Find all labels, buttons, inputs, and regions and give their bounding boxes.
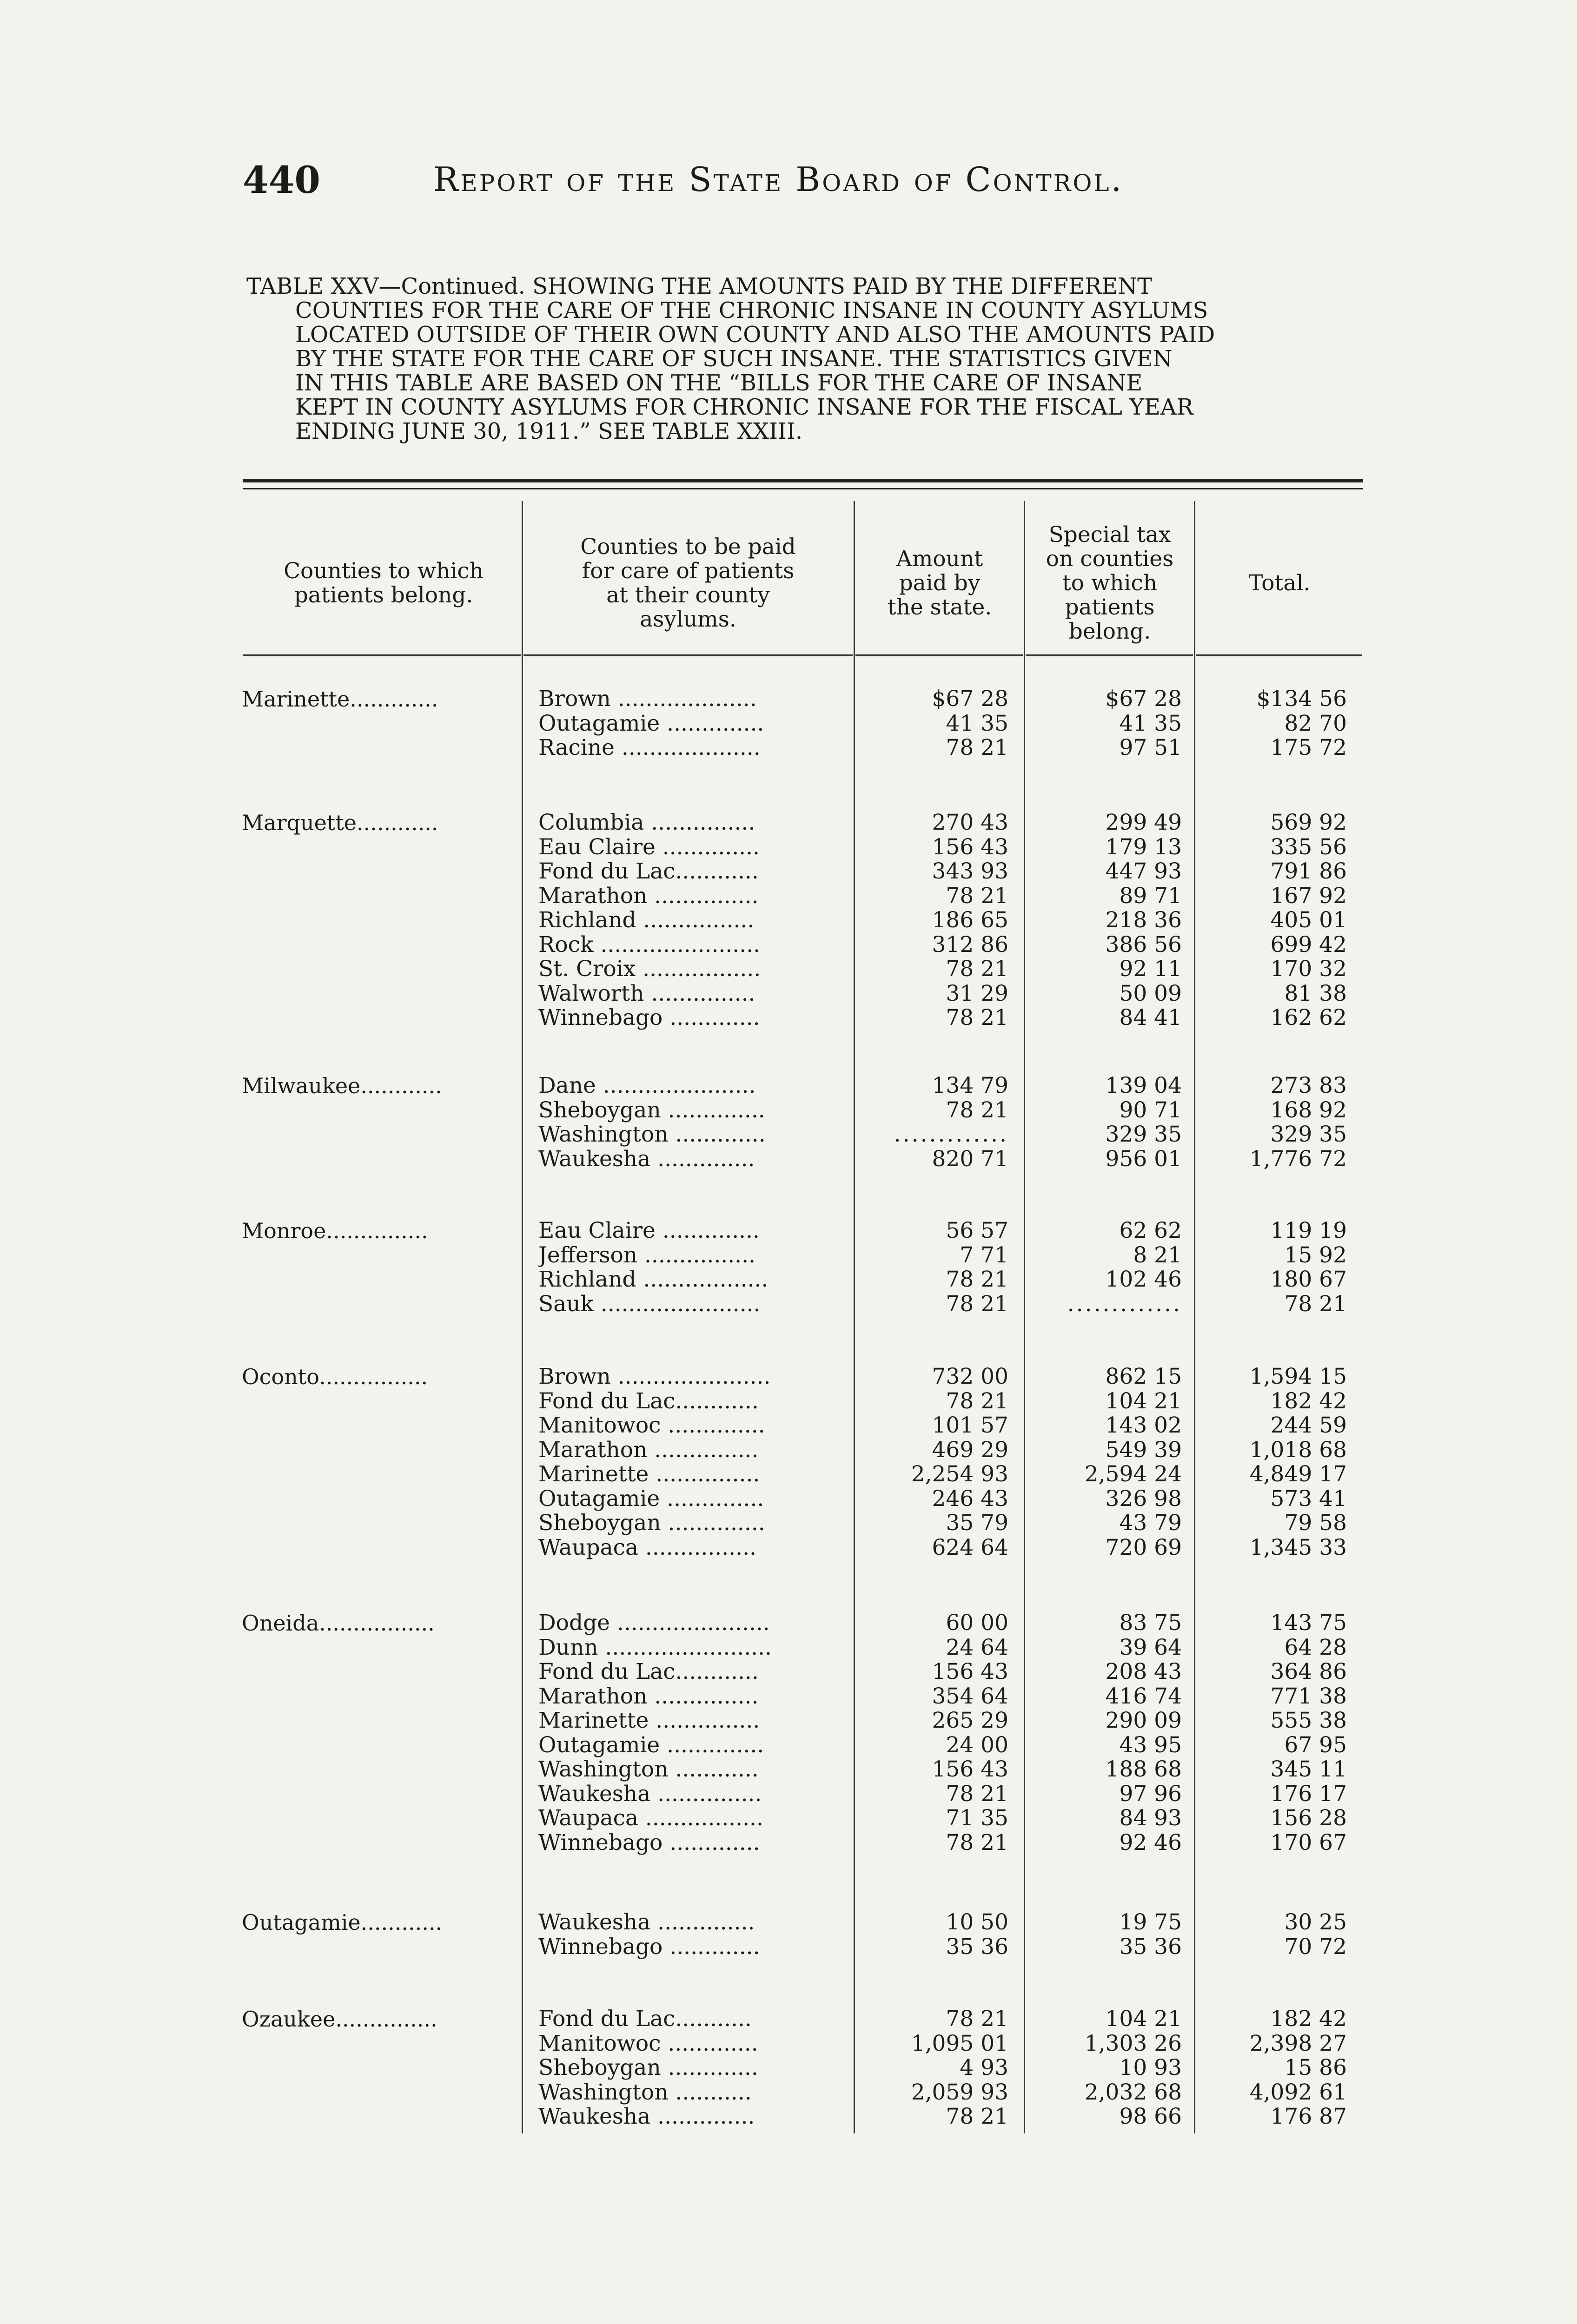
total-cell: 156 28 [1270,1805,1347,1831]
special-tax-cell: 50 09 [1119,980,1182,1006]
total-cell: 329 35 [1270,1122,1347,1147]
table-row [0,1074,1577,1098]
state-amount-cell: 24 00 [946,1732,1008,1758]
paid-county-name: Sheboygan .............. [538,1511,765,1535]
table-row [0,982,1577,1006]
state-amount-cell: 354 64 [932,1683,1008,1709]
patients-county-name: Marquette............ [242,811,438,835]
table-row [0,1806,1577,1830]
table-row [0,1462,1577,1486]
special-tax-cell: 416 74 [1105,1683,1182,1709]
special-tax-cell: 218 36 [1105,907,1182,933]
paid-county-name: Washington ............. [538,1122,766,1147]
column-header-line: Counties to which [284,558,484,584]
column-header-line: Amount [896,546,983,572]
table-row [0,1782,1577,1806]
special-tax-cell: 290 09 [1105,1708,1182,1733]
paid-county-name: Manitowoc .............. [538,1413,765,1438]
table-row [0,2080,1577,2105]
state-amount-cell: 78 21 [946,1005,1008,1030]
paid-county-name: Winnebago ............. [538,1830,760,1855]
column-header-line: belong. [1068,619,1151,644]
column-header-line: at their county [606,582,770,608]
total-cell: 15 86 [1284,2055,1347,2080]
paid-county-name: Washington ........... [538,2080,752,2105]
column-header-line: to which [1062,570,1158,596]
state-amount-cell: $67 28 [932,686,1008,712]
header-rule [523,654,853,656]
special-tax-cell: 97 51 [1119,735,1182,760]
state-amount-cell: 186 65 [932,907,1008,933]
state-amount-cell: 732 00 [932,1364,1008,1389]
column-header-line: asylums. [640,607,736,632]
special-tax-cell: 89 71 [1119,883,1182,909]
state-amount-cell: 78 21 [946,956,1008,982]
caption-line: TABLE XXV—Continued. SHOWING THE AMOUNTS PAID BY THE DIFFERENT [246,273,1153,299]
special-tax-cell: 83 75 [1119,1610,1182,1636]
table-row [0,1389,1577,1413]
special-tax-cell: 39 64 [1119,1634,1182,1660]
special-tax-cell: 43 95 [1119,1732,1182,1758]
special-tax-cell: 102 46 [1105,1267,1182,1292]
state-amount-cell: 78 21 [946,1781,1008,1807]
special-tax-cell: 2,594 24 [1084,1461,1182,1487]
state-amount-cell: 156 43 [932,1756,1008,1782]
paid-county-name: Outagamie .............. [538,1733,764,1757]
total-cell: 2,398 27 [1249,2030,1347,2056]
total-cell: 162 62 [1270,1005,1347,1030]
paid-county-name: Marathon ............... [538,884,759,908]
column-header-patients-county [246,516,521,651]
state-amount-cell: ............. [894,1122,1008,1147]
total-cell: 1,776 72 [1249,1146,1347,1172]
header-rule [1196,654,1362,656]
table-row [0,957,1577,981]
total-cell: 1,345 33 [1249,1534,1347,1560]
header-rule [855,654,1023,656]
special-tax-cell: 41 35 [1119,710,1182,736]
table-row [0,1684,1577,1709]
special-tax-cell: 447 93 [1105,858,1182,884]
table-row [0,1611,1577,1635]
table-row [0,1098,1577,1122]
state-amount-cell: 101 57 [932,1413,1008,1438]
total-cell: 771 38 [1270,1683,1347,1709]
state-amount-cell: 2,059 93 [911,2079,1008,2105]
paid-county-name: Fond du Lac........... [538,2007,752,2031]
paid-county-name: Columbia ............... [538,811,755,835]
table-row [0,1757,1577,1782]
state-amount-cell: 35 36 [946,1934,1008,1960]
total-cell: $134 56 [1256,686,1347,712]
header-rule [1026,654,1193,656]
column-header-special-tax [1027,516,1193,651]
caption-line: BY THE STATE FOR THE CARE OF SUCH INSANE. THE STATISTICS GIVEN [295,346,1173,372]
special-tax-cell: 84 41 [1119,1005,1182,1030]
total-cell: 345 11 [1270,1756,1347,1782]
paid-county-name: Brown ...................... [538,1365,771,1389]
paid-county-name: Marinette ............... [538,1709,760,1733]
state-amount-cell: 31 29 [946,980,1008,1006]
table-row [0,1147,1577,1171]
special-tax-cell: 549 39 [1105,1437,1182,1463]
paid-county-name: Sheboygan ............. [538,2056,758,2080]
special-tax-cell: 188 68 [1105,1756,1182,1782]
table-row [0,1365,1577,1389]
table-row [0,736,1577,760]
state-amount-cell: 2,254 93 [911,1461,1008,1487]
special-tax-cell: 62 62 [1119,1218,1182,1243]
paid-county-name: Waukesha .............. [538,1147,755,1171]
patients-county-name: Oneida................. [242,1611,435,1635]
special-tax-cell: 862 15 [1105,1364,1182,1389]
paid-county-name: Dunn ........................ [538,1635,772,1660]
total-cell: 67 95 [1284,1732,1347,1758]
paid-county-name: Winnebago ............. [538,1006,760,1030]
paid-county-name: Winnebago ............. [538,1934,760,1959]
state-amount-cell: 134 79 [932,1073,1008,1098]
table-row [0,2007,1577,2031]
paid-county-name: Brown .................... [538,687,757,711]
state-amount-cell: 7 71 [960,1242,1008,1268]
paid-county-name: Fond du Lac............ [538,1660,759,1684]
table-top-rule [243,479,1363,489]
table-row [0,1935,1577,1959]
special-tax-cell: 35 36 [1119,1934,1182,1960]
total-cell: 15 92 [1284,1242,1347,1268]
paid-county-name: Sheboygan .............. [538,1098,765,1122]
paid-county-name: Dodge ...................... [538,1611,770,1635]
caption-line: COUNTIES FOR THE CARE OF THE CHRONIC INSANE IN COUNTY ASYLUMS [295,297,1208,324]
caption-line: KEPT IN COUNTY ASYLUMS FOR CHRONIC INSANE FOR THE FISCAL YEAR [295,394,1193,420]
paid-county-name: Waukesha ............... [538,1782,762,1806]
total-cell: 555 38 [1270,1708,1347,1733]
total-cell: 81 38 [1284,980,1347,1006]
state-amount-cell: 78 21 [946,1291,1008,1317]
total-cell: 1,018 68 [1249,1437,1347,1463]
paid-county-name: Walworth ............... [538,981,755,1006]
state-amount-cell: 78 21 [946,1097,1008,1123]
total-cell: 699 42 [1270,931,1347,957]
total-cell: 70 72 [1284,1934,1347,1960]
total-cell: 273 83 [1270,1073,1347,1098]
table-row [0,1219,1577,1243]
paid-county-name: Fond du Lac............ [538,859,759,884]
special-tax-cell: 326 98 [1105,1486,1182,1512]
total-cell: 364 86 [1270,1659,1347,1684]
state-amount-cell: 78 21 [946,2006,1008,2032]
column-header-state-amount [856,516,1023,651]
table-row [0,1831,1577,1855]
special-tax-cell: 208 43 [1105,1659,1182,1684]
paid-county-name: Manitowoc ............. [538,2031,758,2056]
paid-county-name: Richland ................ [538,908,755,932]
paid-county-name: Washington ............ [538,1757,759,1782]
paid-county-name: Dane ...................... [538,1074,756,1098]
total-cell: 4,849 17 [1249,1461,1347,1487]
special-tax-cell: 19 75 [1119,1909,1182,1935]
table-row [0,1636,1577,1660]
total-cell: 170 32 [1270,956,1347,982]
state-amount-cell: 469 29 [932,1437,1008,1463]
table-row [0,859,1577,884]
paid-county-name: Fond du Lac............ [538,1389,759,1413]
column-header-line: Counties to be paid [580,534,796,560]
state-amount-cell: 24 64 [946,1634,1008,1660]
table-row [0,2032,1577,2056]
paid-county-name: Rock ....................... [538,932,761,957]
table-row [0,1243,1577,1268]
caption-line: LOCATED OUTSIDE OF THEIR OWN COUNTY AND ALSO THE AMOUNTS PAID [295,322,1215,348]
total-cell: 573 41 [1270,1486,1347,1512]
table-row [0,1709,1577,1733]
special-tax-cell: 10 93 [1119,2055,1182,2080]
total-cell: 335 56 [1270,834,1347,860]
paid-county-name: Waupaca ................ [538,1535,756,1560]
paid-county-name: St. Croix ................. [538,957,761,981]
special-tax-cell: 98 66 [1119,2104,1182,2129]
total-cell: 176 87 [1270,2104,1347,2129]
table-row [0,811,1577,835]
state-amount-cell: 60 00 [946,1610,1008,1636]
special-tax-cell: 329 35 [1105,1122,1182,1147]
state-amount-cell: 270 43 [932,810,1008,835]
patients-county-name: Monroe............... [242,1219,428,1243]
special-tax-cell: 299 49 [1105,810,1182,835]
table-row [0,1536,1577,1560]
table-row [0,1292,1577,1316]
special-tax-cell: 956 01 [1105,1146,1182,1172]
table-row [0,1511,1577,1535]
patients-county-name: Milwaukee............ [242,1074,442,1098]
total-cell: 180 67 [1270,1267,1347,1292]
column-header-line: paid by [899,570,981,596]
table-row [0,1910,1577,1934]
paid-county-name: Jefferson ................ [538,1243,755,1268]
patients-county-name: Oconto................ [242,1365,428,1389]
total-cell: 30 25 [1284,1909,1347,1935]
state-amount-cell: 35 79 [946,1510,1008,1536]
state-amount-cell: 4 93 [960,2055,1008,2080]
paid-county-name: Marathon ............... [538,1684,759,1709]
special-tax-cell: 720 69 [1105,1534,1182,1560]
special-tax-cell: 139 04 [1105,1073,1182,1098]
paid-county-name: Racine .................... [538,736,761,760]
special-tax-cell: 179 13 [1105,834,1182,860]
total-cell: 78 21 [1284,1291,1347,1317]
table-row [0,1660,1577,1684]
column-header-line: the state. [887,594,992,620]
total-cell: 4,092 61 [1249,2079,1347,2105]
table-row [0,1733,1577,1757]
total-cell: 1,594 15 [1249,1364,1347,1389]
special-tax-cell: 92 11 [1119,956,1182,982]
table-row [0,712,1577,736]
caption-line: IN THIS TABLE ARE BASED ON THE “BILLS FOR THE CARE OF INSANE [295,370,1143,396]
special-tax-cell: $67 28 [1105,686,1182,712]
total-cell: 182 42 [1270,1388,1347,1414]
table-row [0,884,1577,908]
table-row [0,835,1577,859]
special-tax-cell: 143 02 [1105,1413,1182,1438]
special-tax-cell: 97 96 [1119,1781,1182,1807]
total-cell: 168 92 [1270,1097,1347,1123]
state-amount-cell: 78 21 [946,883,1008,909]
table-caption [246,274,1367,443]
table-row [0,1006,1577,1030]
table-row [0,1438,1577,1462]
column-header-line: patients [1065,594,1155,620]
table-row [0,2056,1577,2080]
total-cell: 170 67 [1270,1829,1347,1855]
paid-county-name: Sauk ....................... [538,1292,761,1316]
special-tax-cell: 2,032 68 [1084,2079,1182,2105]
patients-county-name: Ozaukee............... [242,2007,437,2031]
table-row [0,2105,1577,2129]
thin-rule [243,488,1363,489]
special-tax-cell: 1,303 26 [1084,2030,1182,2056]
total-cell: 182 42 [1270,2006,1347,2032]
state-amount-cell: 41 35 [946,710,1008,736]
total-cell: 175 72 [1270,735,1347,760]
paid-county-name: Marathon ............... [538,1438,759,1462]
state-amount-cell: 78 21 [946,1267,1008,1292]
table-row [0,1122,1577,1147]
column-header-total [1197,516,1362,651]
state-amount-cell: 820 71 [932,1146,1008,1172]
state-amount-cell: 156 43 [932,1659,1008,1684]
column-header-line: for care of patients [582,558,795,584]
running-title: Report of the State Board of Control. [433,160,1124,199]
total-cell: 176 17 [1270,1781,1347,1807]
page-header [243,153,1358,209]
paid-county-name: Waukesha .............. [538,1910,755,1934]
state-amount-cell: 624 64 [932,1534,1008,1560]
total-cell: 167 92 [1270,883,1347,909]
special-tax-cell: ............. [1067,1291,1182,1317]
total-cell: 82 70 [1284,710,1347,736]
total-cell: 405 01 [1270,907,1347,933]
page-number: 440 [243,158,320,202]
total-cell: 244 59 [1270,1413,1347,1438]
paid-county-name: Marinette ............... [538,1462,760,1486]
special-tax-cell: 104 21 [1105,1388,1182,1414]
table-row [0,933,1577,957]
column-header-line: on counties [1046,546,1174,572]
special-tax-cell: 92 46 [1119,1829,1182,1855]
paid-county-name: Eau Claire .............. [538,835,760,859]
state-amount-cell: 56 57 [946,1218,1008,1243]
table-row [0,1413,1577,1438]
paid-county-name: Waukesha .............. [538,2105,755,2129]
special-tax-cell: 386 56 [1105,931,1182,957]
column-header-line: Special tax [1048,522,1171,548]
paid-county-name: Eau Claire .............. [538,1219,760,1243]
state-amount-cell: 78 21 [946,2104,1008,2129]
paid-county-name: Outagamie .............. [538,1486,764,1511]
patients-county-name: Outagamie............ [242,1910,443,1934]
paid-county-name: Richland .................. [538,1268,769,1292]
state-amount-cell: 343 93 [932,858,1008,884]
state-amount-cell: 71 35 [946,1805,1008,1831]
header-rule [243,654,521,656]
special-tax-cell: 84 93 [1119,1805,1182,1831]
paid-county-name: Waupaca ................. [538,1806,763,1830]
special-tax-cell: 104 21 [1105,2006,1182,2032]
special-tax-cell: 43 79 [1119,1510,1182,1536]
total-cell: 64 28 [1284,1634,1347,1660]
column-header-line: Total. [1248,570,1311,596]
special-tax-cell: 90 71 [1119,1097,1182,1123]
table-row [0,908,1577,932]
state-amount-cell: 246 43 [932,1486,1008,1512]
total-cell: 791 86 [1270,858,1347,884]
total-cell: 79 58 [1284,1510,1347,1536]
state-amount-cell: 312 86 [932,931,1008,957]
special-tax-cell: 8 21 [1133,1242,1182,1268]
state-amount-cell: 156 43 [932,834,1008,860]
total-cell: 119 19 [1270,1218,1347,1243]
state-amount-cell: 78 21 [946,735,1008,760]
total-cell: 569 92 [1270,810,1347,835]
thick-rule [243,479,1363,482]
state-amount-cell: 78 21 [946,1829,1008,1855]
table-row [0,1268,1577,1292]
state-amount-cell: 1,095 01 [911,2030,1008,2056]
column-header-line: patients belong. [294,582,473,608]
paid-county-name: Outagamie .............. [538,711,764,736]
total-cell: 143 75 [1270,1610,1347,1636]
state-amount-cell: 10 50 [946,1909,1008,1935]
patients-county-name: Marinette............. [242,687,438,711]
table-row [0,1487,1577,1511]
table-row [0,687,1577,711]
state-amount-cell: 78 21 [946,1388,1008,1414]
column-header-paid-county [525,516,851,651]
state-amount-cell: 265 29 [932,1708,1008,1733]
caption-line: ENDING JUNE 30, 1911.” SEE TABLE XXIII. [295,418,803,444]
